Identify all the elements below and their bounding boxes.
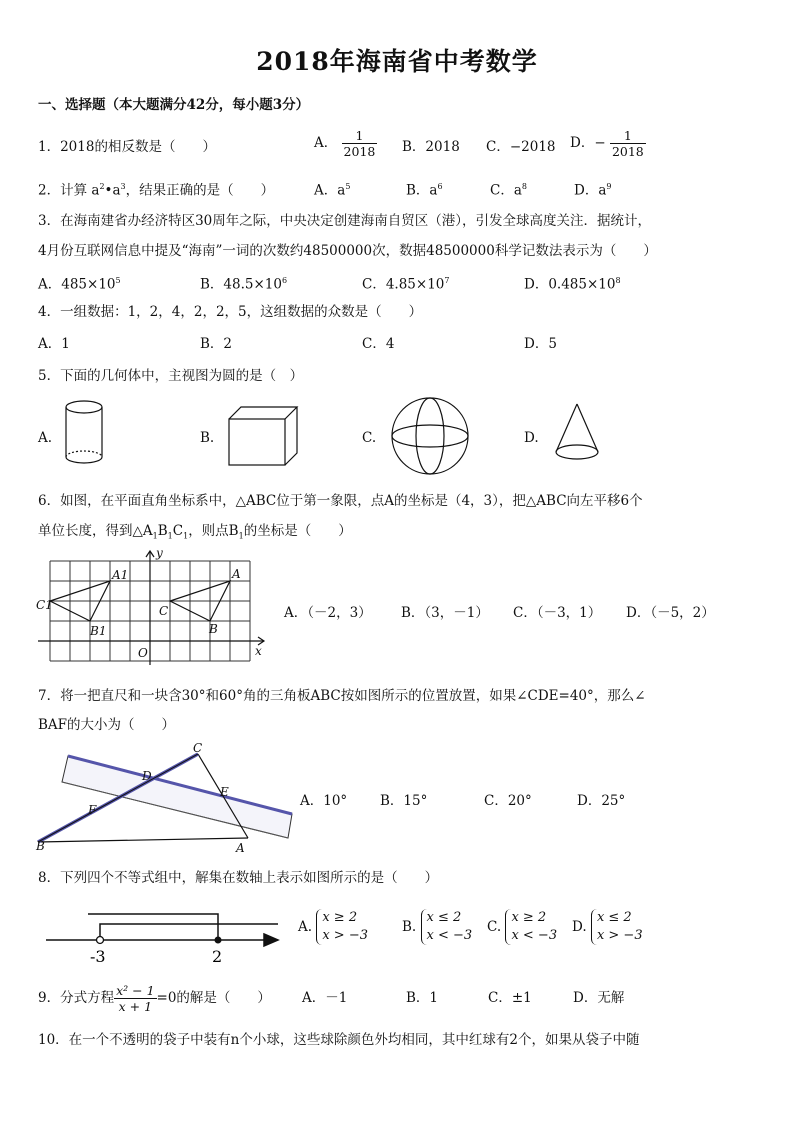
point-c1-label: C1	[36, 598, 53, 612]
q1-stem: 1．2018的相反数是（ ）	[38, 139, 216, 155]
y-axis-label: y	[156, 546, 163, 560]
page-title: 2018年海南省中考数学	[256, 47, 538, 76]
ruler-figure	[62, 756, 292, 838]
q6-option-c: C．（－3，1）	[513, 605, 602, 621]
point-b-label: B	[209, 622, 218, 636]
q9-stem: 9．分式方程 $\frac{\text{x² − 1}}{x + 1}$ =0的解是（ ）	[38, 983, 271, 1014]
q5-stem: 5．下面的几何体中，主视图为圆的是（ ）	[38, 368, 304, 384]
section-heading: 一、选择题（本大题满分42分，每小题3分）	[38, 97, 310, 113]
q9-option-d: D．无解	[573, 990, 625, 1006]
q3-option-a: A．$485\times 10^5$	[38, 276, 121, 293]
q4-option-c: C．4	[362, 336, 395, 352]
q1-option-a	[314, 128, 377, 159]
q8-stem: 8．下列四个不等式组中，解集在数轴上表示如图所示的是（ ）	[38, 870, 439, 886]
cone-figure	[556, 404, 598, 459]
q6-line1: 6．如图，在平面直角坐标系中，△ABC位于第一象限，点A的坐标是（4，3），把△ABC向左平移6个	[38, 493, 643, 509]
q8-option-a: A. x ≥ 2 x > −3	[298, 910, 368, 943]
q8-option-c: C. x ≥ 2 x < −3	[487, 910, 558, 943]
q3-option-b: B．$48.5\times 10^6$	[200, 276, 288, 293]
q7-option-a: A．10°	[300, 793, 348, 809]
point-c-label: C	[159, 604, 169, 618]
q6-coordinate-grid	[28, 545, 273, 667]
point-b-label: B	[36, 839, 45, 853]
point-e-label: E	[220, 785, 229, 799]
cube-figure	[229, 407, 297, 465]
q5-option-d: D.	[524, 430, 539, 446]
q7-option-b: B．15°	[380, 793, 428, 809]
q5-option-b: B.	[200, 430, 215, 446]
q6-option-a: A．（－2，3）	[284, 605, 372, 621]
q7-option-d: D．25°	[577, 793, 626, 809]
q1-option-c: C．−2018	[486, 139, 556, 155]
sphere-figure	[392, 398, 468, 474]
open-point	[97, 937, 104, 944]
q7-ruler-triangle-figure	[30, 740, 295, 855]
q8-number-line	[40, 900, 285, 968]
q3-line1: 3．在海南建省办经济特区30周年之际，中央决定创建海南自贸区（港），引发全球高度关注．据统计，	[38, 213, 652, 229]
q7-line2: BAF的大小为（ ）	[38, 717, 176, 733]
origin-label: O	[138, 646, 148, 660]
q1-d-label: D．−	[570, 135, 606, 151]
point-a-label: A	[236, 841, 245, 855]
q2-option-b: B．$a^6$	[406, 182, 443, 199]
q3-option-d: D．$0.485\times 10^8$	[524, 276, 621, 293]
q1-a-fraction: $\frac{1}{2018}$	[343, 128, 376, 159]
q1-d-fraction: $\frac{1}{2018}$	[611, 128, 644, 159]
q3-option-c: C．$4.85\times 10^7$	[362, 276, 450, 293]
q2-option-c: C．$a^8$	[490, 182, 527, 199]
q3-line2: 4月份互联网信息中提及“海南”一词的次数约48500000次，数据48500000科学记数法表示为（ ）	[38, 243, 657, 259]
q1-option-b: B．2018	[402, 139, 460, 155]
q1-option-d	[570, 128, 646, 159]
q6-option-d: D．（－5，2）	[626, 605, 715, 621]
closed-point	[215, 937, 222, 944]
q8-option-d: D. x ≤ 2 x > −3	[572, 910, 643, 943]
q5-option-c: C.	[362, 430, 377, 446]
point-f-label: F	[88, 803, 97, 817]
q10-line1: 10．在一个不透明的袋子中装有n个小球，这些球除颜色外均相同，其中红球有2个，如果从袋子中随	[38, 1032, 640, 1048]
q4-option-b: B．2	[200, 336, 233, 352]
axis-label-left: -3	[90, 947, 106, 966]
point-d-label: D	[142, 769, 152, 783]
q7-option-c: C．20°	[484, 793, 532, 809]
q2-stem: 2．计算 $a^2•a^3$，结果正确的是（ ）	[38, 182, 275, 199]
q9-option-c: C．±1	[488, 990, 532, 1006]
q9-fraction: $\frac{\text{x² − 1}}{x + 1}$	[116, 983, 155, 1014]
q7-line1: 7．将一把直尺和一块含30°和60°角的三角板ABC按如图所示的位置放置，如果∠CDE=40°，那么∠	[38, 688, 646, 704]
q6-line2: 单位长度，得到$\triangle A_1B_1C_1$，则点$B_1$的坐标是（ ）	[38, 523, 352, 541]
q1-a-label: A．	[314, 135, 338, 151]
q4-option-d: D．5	[524, 336, 557, 352]
q9-option-a: A．－1	[302, 990, 348, 1006]
point-c-label: C	[193, 741, 203, 755]
q6-option-b: B．（3，－1）	[401, 605, 489, 621]
q5-option-a: A.	[38, 430, 53, 446]
q4-stem: 4．一组数据：1，2，4，2，2，5，这组数据的众数是（ ）	[38, 304, 423, 320]
q8-option-b: B. x ≤ 2 x < −3	[402, 910, 473, 943]
axis-label-right: 2	[212, 947, 223, 966]
point-a1-label: A1	[112, 568, 129, 582]
cylinder-figure	[66, 401, 102, 463]
x-axis-label: x	[255, 644, 262, 658]
q4-option-a: A．1	[38, 336, 70, 352]
q2-option-a: A．$a^5$	[314, 182, 351, 199]
point-a-label: A	[232, 567, 241, 581]
q2-option-d: D．$a^9$	[574, 182, 612, 199]
point-b1-label: B1	[90, 624, 107, 638]
q9-option-b: B．1	[406, 990, 439, 1006]
q5-solids-figure	[0, 390, 794, 480]
